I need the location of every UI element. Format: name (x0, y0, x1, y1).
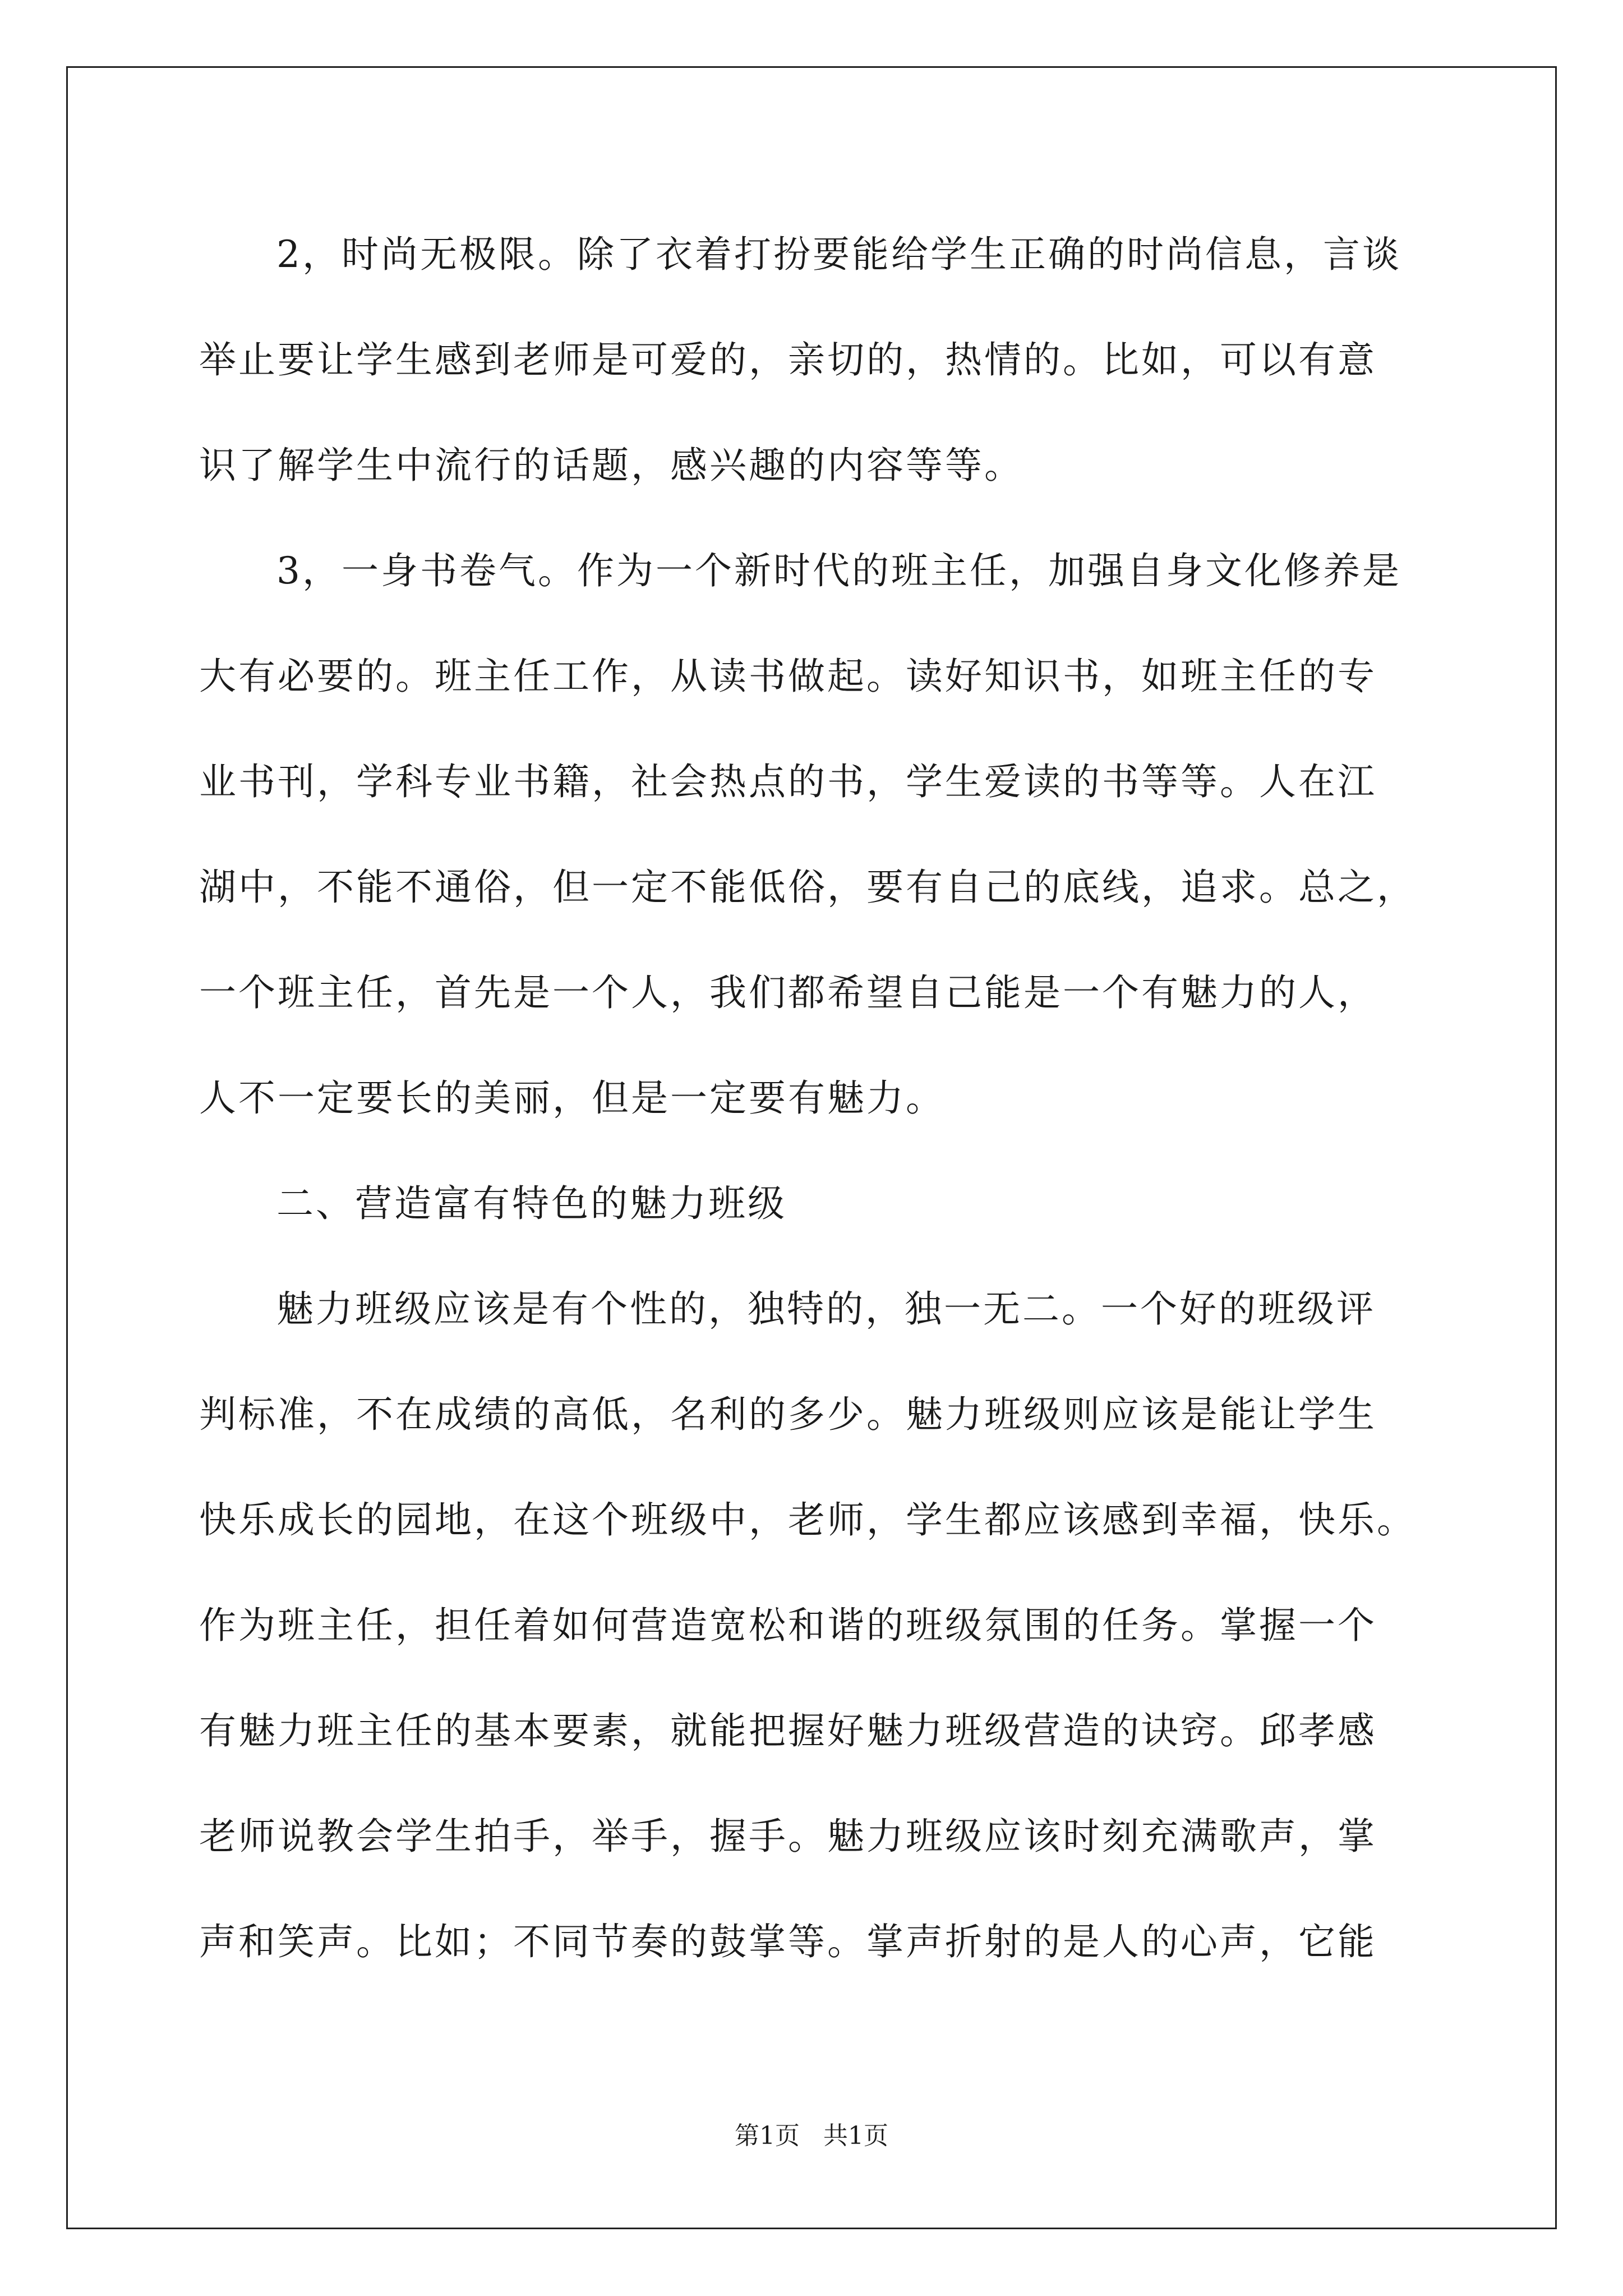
text-line: 人不一定要长的美丽，但是一定要有魅力。 (199, 1076, 945, 1120)
text-line: 2，时尚无极限。除了衣着打扮要能给学生正确的时尚信息，言谈 (276, 233, 1401, 276)
text-line: 快乐成长的园地，在这个班级中，老师，学生都应该感到幸福，快乐。 (199, 1498, 1416, 1542)
text-line: 声和笑声。比如；不同节奏的鼓掌等。掌声折射的是人的心声，它能 (199, 1920, 1377, 1963)
text-line: 有魅力班主任的基本要素，就能把握好魅力班级营造的诀窍。邱孝感 (199, 1709, 1377, 1752)
text-line: 湖中，不能不通俗，但一定不能低俗，要有自己的底线，追求。总之， (199, 866, 1416, 909)
text-line: 大有必要的。班主任工作，从读书做起。读好知识书，如班主任的专 (199, 655, 1377, 698)
text-line: 业书刊，学科专业书籍，社会热点的书，学生爱读的书等等。人在江 (199, 760, 1377, 803)
page-footer: 第1页 共1页 (735, 2122, 888, 2150)
text-line: 一个班主任，首先是一个人，我们都希望自己能是一个有魅力的人， (199, 971, 1377, 1014)
text-line: 举止要让学生感到老师是可爱的，亲切的，热情的。比如，可以有意 (199, 338, 1377, 381)
text-line: 识了解学生中流行的话题，感兴趣的内容等等。 (199, 444, 1023, 487)
document-body (199, 202, 1433, 1995)
text-line: 判标准，不在成绩的高低，名利的多少。魅力班级则应该是能让学生 (199, 1393, 1377, 1436)
text-line: 魅力班级应该是有个性的，独特的，独一无二。一个好的班级评 (276, 1287, 1376, 1331)
text-line: 老师说教会学生拍手，举手，握手。魅力班级应该时刻充满歌声，掌 (199, 1815, 1377, 1858)
section-heading: 二、营造富有特色的魅力班级 (276, 1182, 787, 1225)
text-line: 3，一身书卷气。作为一个新时代的班主任，加强自身文化修养是 (276, 549, 1401, 592)
text-line: 作为班主任，担任着如何营造宽松和谐的班级氛围的任务。掌握一个 (199, 1604, 1377, 1647)
